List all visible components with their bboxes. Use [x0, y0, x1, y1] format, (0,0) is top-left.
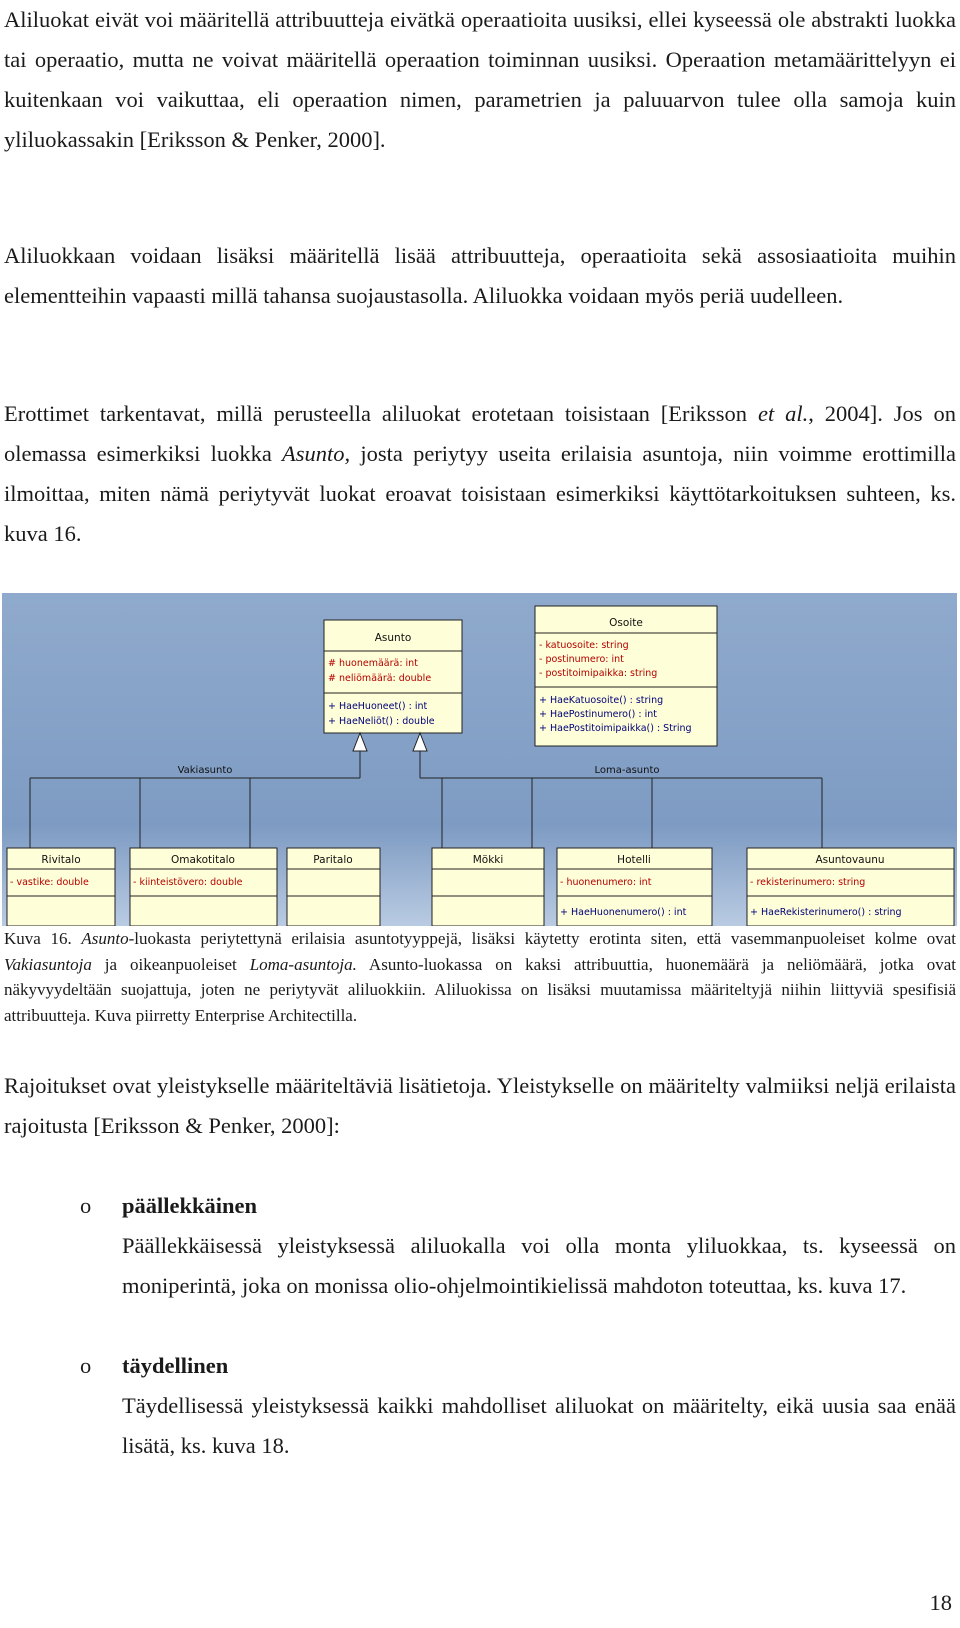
class-rivitalo	[7, 848, 115, 926]
class-name: Mökki	[472, 854, 504, 866]
list-item-title: täydellinen	[122, 1353, 229, 1378]
paragraph-3: Erottimet tarkentavat, millä perusteella aliluokat erotetaan toisistaan [Eriksson et al., 2004]. Jos on olemassa esimerkiksi luokka Asunto, josta periytyy useita erilaisia asuntoja, niin voimme erottimilla ilmoittaa, miten nämä periytyvät luokat eroavat toisistaan esimerkiksi käyttötarkoituksen suhteen, ks. kuva 16.	[4, 401, 957, 546]
class-attribute: - katuosoite: string	[539, 640, 629, 651]
class-attribute: - huonenumero: int	[560, 877, 652, 888]
paragraph-1: Aliluokat eivät voi määritellä attribuutteja eivätkä operaatioita uusiksi, ellei kyseessä ole abstrakti luokka tai operaatio, mutta ne voivat määritellä operaation toiminnan uusiksi. Operaation metamäärittelyyn ei kuitenkaan voi vaikuttaa, eli operaation nimen, parametrien ja paluuarvon tulee olla samoja kuin yliluokassakin [Eriksson & Penker, 2000].	[4, 7, 956, 152]
class-name: Omakotitalo	[171, 854, 235, 866]
page-number: 18	[929, 1590, 952, 1615]
paragraph-2: Aliluokkaan voidaan lisäksi määritellä lisää attribuutteja, operaatioita sekä assosiaatioita muihin elementteihin vapaasti millä tahansa suojaustasolla. Aliluokka voidaan myös periä uudelleen.	[4, 243, 956, 308]
class-attribute: - postinumero: int	[539, 654, 624, 665]
class-operation: + HaePostitoimipaikka() : String	[539, 723, 692, 734]
class-operation: + HaeHuoneet() : int	[328, 701, 428, 712]
class-paritalo	[287, 848, 380, 926]
class-operation: + HaeRekisterinumero() : string	[750, 907, 902, 918]
class-name: Rivitalo	[41, 854, 81, 866]
discriminator-label: Loma-asunto	[594, 765, 660, 776]
class-operation: + HaeKatuosoite() : string	[539, 695, 664, 706]
class-operation: + HaeNeliöt() : double	[328, 716, 435, 727]
list-item-body: Täydellisessä yleistyksessä kaikki mahdolliset aliluokat on määritelty, eikä uusia saa enää lisätä, ks. kuva 18.	[122, 1393, 956, 1458]
class-hotelli	[557, 848, 712, 926]
class-name: Hotelli	[617, 854, 651, 866]
class-operation: + HaeHuonenumero() : int	[560, 907, 687, 918]
uml-class-diagram	[2, 593, 957, 926]
class-attribute: - vastike: double	[10, 877, 89, 888]
class-attribute: - postitoimipaikka: string	[539, 668, 658, 679]
class-attribute: - rekisterinumero: string	[750, 877, 866, 888]
bullet-icon: o	[80, 1353, 92, 1378]
class-name: Asuntovaunu	[815, 854, 885, 866]
class-omakotitalo	[130, 848, 277, 926]
paragraph-4: Rajoitukset ovat yleistykselle määriteltäviä lisätietoja. Yleistykselle on määritelty valmiiksi neljä erilaista rajoitusta [Eriksson & Penker, 2000]:	[4, 1073, 956, 1138]
discriminator-label: Vakiasunto	[177, 765, 233, 776]
class-name: Asunto	[374, 632, 412, 644]
class-osoite	[535, 606, 717, 746]
list-item-body: Päällekkäisessä yleistyksessä aliluokalla voi olla monta yliluokkaa, ts. kyseessä on moniperintä, joka on monissa olio-ohjelmointikielissä mahdoton toteuttaa, ks. kuva 17.	[122, 1233, 956, 1298]
list-item-title: päällekkäinen	[122, 1193, 258, 1218]
class-name: Paritalo	[313, 854, 353, 866]
figure-caption: Kuva 16. Asunto-luokasta periytettynä erilaisia asuntotyyppejä, lisäksi käytetty erotinta siten, että vasemmanpuoleiset kolme ovat Vakiasuntoja ja oikeanpuoleiset Loma-asuntoja. Asunto-luokassa on kaksi attribuuttia, huonemäärä ja neliömäärä, jotka ovat näkyvyydeltään suojattuja, joten ne periytyvät aliluokkiin. Aliluokissa on lisäksi muutamissa määriteltyjä niihin liittyviä spesifisiä attribuutteja. Kuva piirretty Enterprise Architectilla.	[4, 929, 956, 1025]
class-mokki	[432, 848, 544, 926]
bullet-icon: o	[80, 1193, 92, 1218]
class-attribute: - kiinteistövero: double	[133, 877, 243, 888]
class-attribute: # neliömäärä: double	[328, 673, 432, 684]
class-attribute: # huonemäärä: int	[328, 658, 418, 669]
class-name: Osoite	[609, 617, 643, 629]
class-asuntovaunu	[747, 848, 954, 926]
class-operation: + HaePostinumero() : int	[539, 709, 657, 720]
class-asunto	[324, 620, 462, 733]
